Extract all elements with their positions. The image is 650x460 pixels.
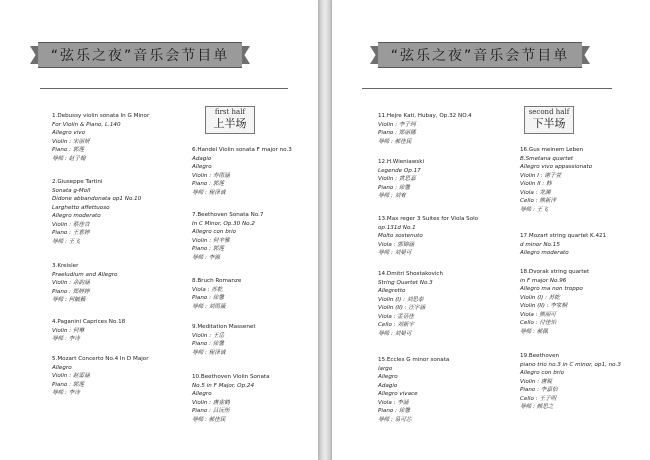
program-item-title: 2.Giuseppe Tartini — [52, 179, 103, 185]
program-item — [520, 268, 589, 336]
program-item-title: 8.Bruch Romanze — [192, 278, 242, 284]
program-item-line: Viola : 龙渊 — [520, 189, 551, 196]
program-item-line: 导师 : 何毓籁 — [52, 297, 86, 303]
program-item-line: Adagio — [192, 155, 212, 162]
title-ribbon — [370, 40, 590, 68]
program-item-line: 导师 : 颜思之 — [520, 404, 554, 410]
program-item-line: 导师 : 王飞 — [520, 206, 548, 213]
program-item-title: 1.Debussy violin sonata In G Minor — [52, 113, 150, 119]
program-item-line: Allegro con brio — [520, 370, 565, 376]
program-item-line: 导师 : 刘晏可 — [378, 250, 412, 256]
program-item-title: 18.Dvorak string quartet — [520, 269, 590, 275]
program-item-line: Allegro moderato — [52, 213, 101, 219]
program-item-line: Viola : 孟蓓佳 — [378, 313, 415, 320]
first-half-en: first half — [214, 108, 246, 116]
program-item-line: Piano : 李嘉怡 — [520, 387, 558, 393]
program-item-line: 导师 : 程泽诚 — [192, 349, 226, 356]
program-item-line: For Violin & Piano, L.140 — [52, 121, 121, 128]
program-item-line: Violin : 蔡佳音 — [52, 221, 90, 228]
program-item-line: Violin II : 韩 — [520, 181, 552, 187]
program-item — [192, 373, 270, 424]
program-item-line: Piano : 徐馨 — [192, 295, 224, 301]
program-item-line: Piano : 王意婷 — [52, 230, 90, 236]
program-item-line: Violin : 宋丽妍 — [52, 138, 90, 145]
program-item — [520, 232, 606, 258]
program-item-title: 6.Handel Violin sonata F major no.3 — [192, 147, 292, 153]
program-item-line: Violin (II) : 汪宇涵 — [378, 305, 426, 311]
right-page — [332, 0, 650, 460]
program-item-line: In C Minor, Op.30 No.2 — [192, 220, 255, 227]
program-item-title: 11.Hejre Kati, Hubay, Op.32 NO.4 — [378, 113, 472, 119]
program-item-line: Allegro con brio — [192, 229, 237, 235]
program-item-line: Cello : 刘新宇 — [378, 322, 415, 328]
program-item-line: largo — [378, 365, 393, 372]
section-divider — [40, 88, 288, 89]
program-item-line: No.5 in F Major, Op.24 — [192, 382, 255, 389]
program-item-line: Allegro moderato — [520, 250, 569, 256]
program-item-title: 19.Beethoven — [520, 353, 560, 359]
program-item-title: 7.Beethoven Sonata No.7 — [192, 212, 264, 218]
program-item-line: Allegro vivace — [378, 391, 418, 397]
program-item-line: Viola : 熊丽可 — [520, 311, 557, 318]
program-item-line: Violin I : 谢子萱 — [520, 172, 562, 179]
program-item-line: Piano : 徐馨 — [378, 184, 410, 191]
program-item-line: Violin : 李子珂 — [378, 121, 416, 128]
program-item-line: Violin : 唐锐 — [520, 378, 553, 385]
program-item-line: Violin (II) : 李家桐 — [520, 303, 568, 309]
program-item-line: Violin : 何辛雅 — [192, 237, 230, 244]
program-item-title: 16.Gus meinem Leben — [520, 147, 584, 153]
program-item — [520, 146, 592, 214]
program-item-line: Violin : 赵雷涵 — [52, 373, 90, 379]
program-item-line: d minor No.15 — [520, 241, 560, 248]
program-item-line: Piano : 徐馨 — [378, 408, 410, 414]
program-item-line: 导师 : 易可芯 — [378, 416, 412, 423]
program-item-line: 导师 : 刘雨薇 — [192, 303, 226, 310]
program-item-line: Piano : 徐馨 — [192, 341, 224, 347]
program-item-line: in F major No.96 — [520, 277, 567, 284]
program-item — [520, 352, 621, 412]
program-item-title: 5.Mozart Concerto No.4 In D Major — [52, 356, 149, 362]
program-item-line: 导师 : 郝佳民 — [192, 416, 226, 423]
program-item — [52, 262, 117, 305]
program-item-line: Piano : 郭莲 — [52, 147, 84, 153]
program-item-line: Allegro — [52, 364, 72, 371]
second-half-label — [524, 106, 574, 134]
program-item-line: 导师 : 赵子翰 — [52, 155, 86, 162]
program-item-title: 15.Eccles G minor sonata — [378, 357, 450, 363]
program-item-title: 13.Max reger 3 Suites for Viola Solo — [378, 216, 479, 222]
program-item-line: Allegro vivo — [52, 130, 86, 136]
program-item-line: Cello : 王子明 — [520, 395, 557, 402]
title-ribbon — [30, 40, 250, 68]
program-item — [378, 158, 424, 201]
program-item-line: Piano : 吕沅彤 — [192, 408, 230, 414]
program-item-line: Violin : 余韵涵 — [52, 280, 90, 286]
program-item — [52, 178, 141, 246]
book-gutter — [318, 0, 332, 460]
program-item-title: 17.Mozart string quartet K.421 — [520, 233, 607, 239]
program-item-line: Piano : 郑婷婷 — [52, 288, 90, 295]
program-item-line: String Quartet No.3 — [378, 279, 433, 286]
program-item-line: 导师 : 李诗 — [52, 390, 80, 396]
program-item-line: 导师 : 郝佳民 — [378, 138, 412, 145]
program-item — [192, 211, 263, 262]
program-item-line: 导师 : 刘晏可 — [378, 330, 412, 337]
program-item-line: piano trio no.3 in C minor, op1, no.3 — [520, 361, 621, 368]
left-page — [0, 0, 318, 460]
program-item — [378, 356, 449, 424]
program-item-line: 导师 : 郝佩 — [520, 328, 548, 335]
program-item-line: Piano : 郭莲 — [52, 381, 84, 388]
program-item-line: Piano : 郭莲 — [192, 181, 224, 187]
banner-title: “弦乐之夜”音乐会节目单 — [390, 48, 570, 64]
banner-title: “弦乐之夜”音乐会节目单 — [50, 48, 230, 64]
program-item-line: Viola : 郭锦涵 — [378, 241, 415, 248]
program-item-line: Allegro ma non troppo — [520, 286, 583, 292]
program-item-line: Allegro — [192, 391, 212, 397]
second-half-cn: 下半场 — [532, 117, 566, 130]
program-item — [378, 270, 443, 338]
program-item-line: Allegretto — [378, 288, 406, 294]
program-item-line: Legende Op.17 — [378, 167, 421, 174]
program-item — [192, 146, 292, 197]
program-item-title: 9.Meditation Massenet — [192, 324, 256, 330]
program-item-line: Violin : 黄思嘉 — [378, 176, 416, 182]
program-item — [192, 323, 256, 357]
program-item-line: Cello : 熊新洋 — [520, 198, 557, 204]
program-item-line: 导师 : 李源 — [192, 254, 220, 261]
program-item-line: 导师 : 李诗 — [52, 336, 80, 342]
program-item-title: 3.Kreisler — [52, 263, 79, 269]
program-item-title: 10.Beethoven Violin Sonata — [192, 374, 270, 380]
program-item-title: 14.Dmitri Shostakovich — [378, 271, 444, 277]
program-item — [378, 112, 472, 146]
program-item-line: Didone abbandonata op1 No.10 — [52, 196, 142, 202]
program-item-title: 4.Paganini Caprices No.18 — [52, 319, 126, 325]
program-item-line: Adagio — [378, 382, 398, 389]
program-item-line: Larghetto affettuoso — [52, 204, 110, 211]
program-item — [52, 112, 149, 163]
program-item-line: Violin (I) : 苏乾 — [520, 294, 560, 301]
program-item-line: Piano : 郑丽娜 — [378, 130, 416, 136]
program-item-line: Cello : 付佳怡 — [520, 320, 557, 326]
section-divider — [362, 88, 612, 89]
program-item-line: Viola : 苏乾 — [192, 286, 223, 293]
program-item — [52, 355, 149, 398]
program-item — [192, 277, 241, 311]
program-item-line: Violin : 唐雀鹤 — [192, 399, 230, 406]
program-item-line: Sonata g-Moll — [52, 187, 91, 194]
program-item-line: Allegro vivo appassionato — [520, 164, 593, 170]
program-item — [378, 215, 478, 258]
program-item-title: 12.H.Wieniawski — [378, 159, 424, 165]
program-item-line: Violin : 何琳 — [52, 327, 85, 334]
program-item-line: Viola : 李涵 — [378, 399, 409, 406]
program-item-line: Piano : 郭莲 — [192, 246, 224, 252]
program-item-line: Violin (I) : 刘思泰 — [378, 296, 424, 303]
program-item-line: Violin : 王岳 — [192, 332, 225, 339]
program-item-line: Violin : 寿雨涵 — [192, 172, 230, 179]
program-item-line: op.131d No.1 — [378, 224, 416, 231]
program-item-line: Allegro — [378, 374, 398, 380]
first-half-cn: 上半场 — [213, 117, 247, 130]
program-item-line: B.Smetana quartet — [520, 155, 574, 162]
program-item-line: Allegro — [192, 164, 212, 170]
program-item-line: 导师 : 王飞 — [52, 238, 80, 245]
program-item-line: 导师 : 刘宥 — [378, 193, 406, 199]
first-half-label — [205, 106, 255, 134]
program-item-line: Praeludium and Allegro — [52, 271, 118, 278]
program-item — [52, 318, 125, 344]
second-half-en: second half — [528, 108, 570, 116]
program-item-line: 导师 : 程泽诚 — [192, 189, 226, 196]
program-item-line: Molto sostenuto — [378, 233, 423, 239]
